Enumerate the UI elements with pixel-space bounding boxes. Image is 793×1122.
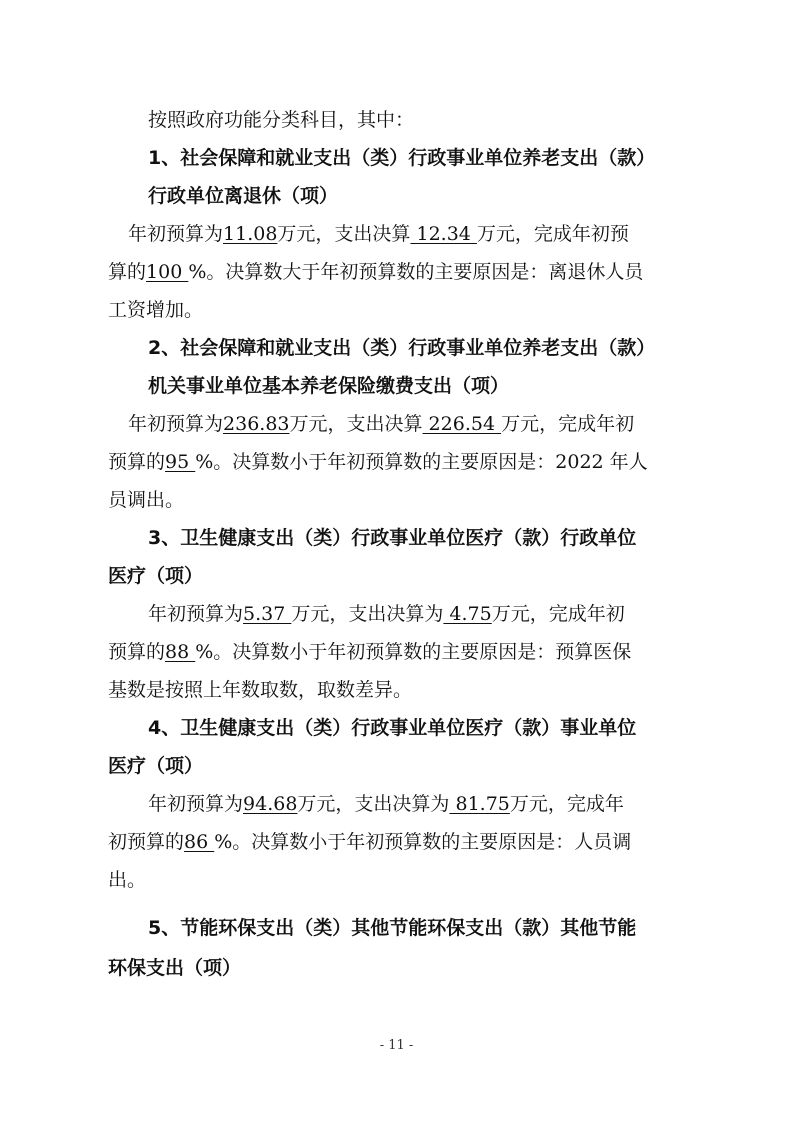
section-5-heading-line-2: 环保支出（项） [108,957,242,979]
section-4-heading-line-1: 4、卫生健康支出（类）行政事业单位医疗（款）事业单位 [148,717,637,739]
section-3-actual-value: 4.75 [443,603,492,625]
section-3-budget-value: 5.37 [243,603,292,625]
intro-text: 按照政府功能分类科目，其中： [148,109,415,131]
section-2-paragraph-line-1: 年初预算为236.83万元，支出决算 226.54 万元，完成年初 [128,413,635,435]
section-3-heading-line-1: 3、卫生健康支出（类）行政事业单位医疗（款）行政单位 [148,527,637,549]
section-3-paragraph-line-2: 预算的88 %。决算数小于年初预算数的主要原因是：预算医保 [108,641,632,663]
section-4-paragraph-line-2: 初预算的86 %。决算数小于年初预算数的主要原因是：人员调 [108,831,632,853]
page-number: - 11 - [379,1038,414,1053]
section-4-heading-line-2: 医疗（项） [108,755,204,777]
section-2-paragraph-line-3: 员调出。 [108,489,185,511]
section-2-budget-value: 236.83 [223,413,290,435]
section-4-paragraph-line-1: 年初预算为94.68万元，支出决算为 81.75万元，完成年 [148,793,624,815]
section-2-heading-line-1: 2、社会保障和就业支出（类）行政事业单位养老支出（款） [148,337,656,359]
section-4-ratio-value: 86 [184,831,215,853]
section-2-actual-value: 226.54 [422,413,502,435]
section-2-ratio-value: 95 [165,451,196,473]
section-1-budget-value: 11.08 [223,223,278,245]
section-1-heading-line-1: 1、社会保障和就业支出（类）行政事业单位养老支出（款） [148,147,656,169]
section-1-actual-value: 12.34 [410,223,477,245]
section-1-ratio-value: 100 [146,261,189,283]
section-3-heading-line-2: 医疗（项） [108,565,204,587]
section-2-heading-line-2: 机关事业单位基本养老保险缴费支出（项） [148,375,510,397]
section-1-paragraph-line-3: 工资增加。 [108,299,204,321]
section-1-paragraph-line-2: 算的100 %。决算数大于年初预算数的主要原因是：离退休人员 [108,261,644,283]
section-3-paragraph-line-3: 基数是按照上年数取数，取数差异。 [108,679,413,701]
section-2-paragraph-line-2: 预算的95 %。决算数小于年初预算数的主要原因是：2022 年人 [108,451,648,473]
section-4-budget-value: 94.68 [243,793,298,815]
section-3-ratio-value: 88 [165,641,196,663]
section-3-paragraph-line-1: 年初预算为5.37 万元，支出决算为 4.75万元，完成年初 [148,603,625,625]
section-4-actual-value: 81.75 [449,793,510,815]
section-1-paragraph-line-1: 年初预算为11.08万元，支出决算 12.34 万元，完成年初预 [128,223,629,245]
section-4-paragraph-line-3: 出。 [108,869,147,891]
section-5-heading-line-1: 5、节能环保支出（类）其他节能环保支出（款）其他节能 [148,917,637,939]
section-1-heading-line-2: 行政单位离退休（项） [148,185,339,207]
